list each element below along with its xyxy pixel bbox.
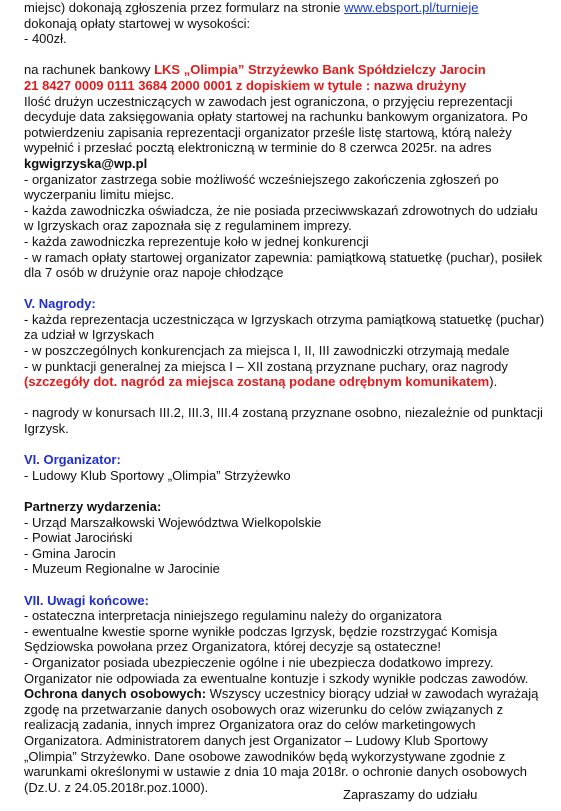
final-heading: VII. Uwagi końcowe: (24, 592, 149, 608)
rules-line: - organizator zastrzega sobie możliwość wcześniejszego zakończenia zgłoszeń po (24, 171, 499, 187)
rules-line: - w ramach opłaty startowej organizator zapewnia: pamiątkową statuetkę (puchar), posiłek (24, 249, 543, 265)
awards-extra-line: Igrzysk. (24, 421, 69, 437)
intro-line-3: - 400zł. (24, 31, 67, 47)
awards-note: (szczegóły dot. nagród za miejsca zostaną podane odrębnym komunikatem). (24, 374, 498, 390)
partners-heading: Partnerzy wydarzenia: (24, 499, 162, 514)
intro-line-2: dokonają opłaty startowej w wysokości: (24, 15, 251, 31)
data-protection-line: zgodę na przetwarzanie danych osobowych oraz wizerunku do celów związanych z (24, 701, 504, 717)
rules-line: - każda zawodniczka reprezentuje koło w jednej konkurencji (24, 233, 369, 249)
contact-email[interactable]: kgwigrzyska@wp.pl (24, 155, 148, 171)
registration-link[interactable]: www.ebsport.pl/turnieje (344, 0, 479, 15)
awards-line: - każda reprezentacja uczestnicząca w Igrzyskach otrzyma pamiątkową statuetkę (puchar) (24, 311, 545, 327)
organizer-line: - Ludowy Klub Sportowy „Olimpia” Strzyżewko (24, 467, 291, 483)
bank-line: na rachunek bankowy LKS „Olimpia” Strzyżewko Bank Spółdzielczy Jarocin (24, 62, 486, 78)
partner-item: - Powiat Jarociński (24, 530, 133, 546)
awards-heading: V. Nagrody: (24, 296, 96, 312)
rules-line: wyczerpaniu limitu miejsc. (24, 187, 175, 203)
final-line: - Organizator posiada ubezpieczenie ogólne i nie ubezpiecza dodatkowo imprezy. (24, 654, 494, 670)
data-protection-line: realizacją zadania, innych imprez Organizatora oraz do celów marketingowych (24, 717, 476, 733)
registration-line: wypełnić i przesłać pocztą elektroniczną w terminie do 8 czerwca 2025r. na adres (24, 140, 492, 156)
data-protection-line: warunkami określonymi w ustawie z dnia 10 maja 2018r. o ochronie danych osobowych (24, 764, 527, 780)
final-line: - ewentualne kwestie sporne wynikłe podczas Igrzysk, będzie rozstrzygać Komisja (24, 623, 498, 639)
final-line: - ostateczna interpretacja niniejszego regulaminu należy do organizatora (24, 608, 442, 624)
partner-item: - Gmina Jarocin (24, 545, 116, 561)
registration-line: decyduje data zaksięgowania opłaty startowej na rachunku bankowym organizatora. Po (24, 109, 528, 125)
bank-account: 21 8427 0009 0111 3684 2000 0001 z dopiskiem w tytule : nazwa drużyny (24, 77, 467, 93)
awards-line: za udział w Igrzyskach (24, 327, 155, 343)
awards-note-text: szczegóły dot. nagród za miejsca zostaną podane odrębnym komunikatem (28, 374, 490, 390)
footer-invitation: Zapraszamy do udziału (343, 787, 478, 802)
rules-line: dla 7 osób w drużynie oraz napoje chłodzące (24, 265, 284, 281)
intro-line-1: miejsc) dokonają zgłoszenia przez formularz na stronie www.ebsport.pl/turnieje (24, 0, 479, 15)
bank-name: LKS „Olimpia” Strzyżewko Bank Spółdzielczy Jarocin (154, 62, 486, 78)
data-protection-label: Ochrona danych osobowych: (24, 686, 207, 702)
awards-line: - w punktacji generalnej za miejsca I – XII zostaną przyznane puchary, oraz nagrody (24, 358, 508, 374)
final-line: Organizator nie odpowiada za ewentualne kontuzje i szkody wynikłe podczas zawodów. (24, 670, 529, 686)
awards-line: - w poszczególnych konkurencjach za miejsca I, II, III zawodniczki otrzymają medale (24, 343, 510, 359)
data-protection-line: „Olimpia” Strzyżewko. Dane osobowe zawodników będą wykorzystywane zgodnie z (24, 748, 506, 764)
rules-line: w Igrzyskach oraz zapoznała się z regulaminem imprezy. (24, 218, 352, 234)
rules-line: - każda zawodniczka oświadcza, że nie posiada przeciwwskazań zdrowotnych do udziału (24, 202, 538, 218)
partner-item: - Urząd Marszałkowski Województwa Wielkopolskie (24, 514, 322, 530)
awards-extra-line: - nagrody w konursach III.2, III.3, III.4 zostaną przyznane osobno, niezależnie od punktacji (24, 405, 543, 421)
data-protection-line: Ochrona danych osobowych: Wszyscy uczestnicy biorący udział w zawodach wyrażają (24, 686, 539, 702)
final-line: Sędziowska powołana przez Organizatora, której decyzje są ostateczne! (24, 639, 441, 655)
registration-line: Ilość drużyn uczestniczących w zawodach jest ograniczona, o przyjęciu reprezentacji (24, 93, 513, 109)
regulations-document (24, 0, 554, 795)
organizer-heading: VI. Organizator: (24, 452, 121, 468)
data-protection-line: (Dz.U. z 24.05.2018r.poz.1000). (24, 779, 209, 795)
registration-line: potwierdzeniu zapisania reprezentacji organizator prześle listę startową, którą należy (24, 124, 512, 140)
partner-item: - Muzeum Regionalne w Jarocinie (24, 561, 220, 577)
data-protection-line: Organizatora. Administratorem danych jest Organizator – Ludowy Klub Sportowy (24, 732, 488, 748)
